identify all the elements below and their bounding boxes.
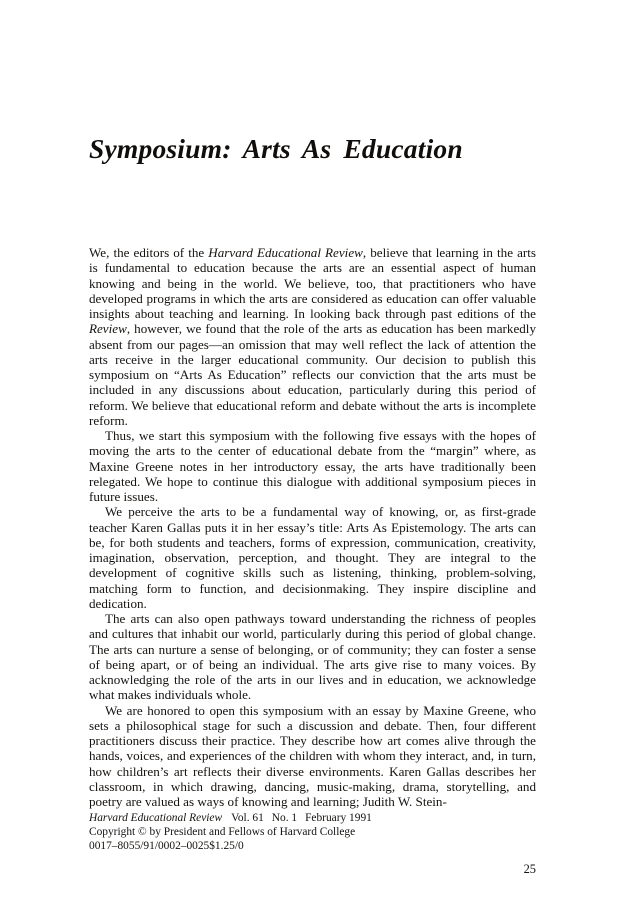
footer-issue: No. 1 <box>271 812 298 824</box>
text-run: The arts can also open pathways toward understanding the richness of peoples and cultures that inhabit our world, particularly during this period of global change. The arts can nurture a sense of belonging, or of community; they can foster a sense of being apart, or of being an individual. The arts give rise to many voices. By acknowledging the role of the arts in our lives and in education, we acknowledge what makes individuals whole. <box>89 611 536 703</box>
article-body <box>89 245 536 809</box>
footer-issn-code: 0017–8055/91/0002–0025$1.25/0 <box>89 840 244 853</box>
footer-volume: Vol. 61 <box>231 812 264 824</box>
footer-date: February 1991 <box>305 812 372 824</box>
text-run: , however, we found that the role of the arts as education has been markedly absent from our pages—an omission that may well reflect the lack of attention the arts receive in the larger educational community. Our decision to publish this symposium on “Arts As Education” reflects our conviction that the arts must be included in any discussions about education, particularly during this period of reform. We believe that educational reform and debate without the arts is incomplete reform. <box>89 321 536 428</box>
text-run: We perceive the arts to be a fundamental way of knowing, or, as first-grade teacher Karen Gallas puts it in her essay’s title: Arts As Epistemology. The arts can be, for both students and teachers, forms of expression, communication, creativity, imagination, observation, perception, and thought. They are integral to the development of cognitive skills such as listening, thinking, problem-solving, matching form to function, and decisionmaking. They inspire discipline and dedication. <box>89 504 536 611</box>
paragraph <box>89 611 536 703</box>
footer-copyright: Copyright © by President and Fellows of Harvard College <box>89 826 356 839</box>
italic-run: Review <box>89 321 127 337</box>
text-run: , believe that learning in the arts is fundamental to education because the arts are an essential aspect of human knowing and being in the world. We believe, too, that practitioners who have developed programs in which the arts are considered as education can offer valuable insights about teaching and learning. In looking back through past editions of the <box>89 245 536 321</box>
paragraph <box>89 245 536 428</box>
paragraph <box>89 504 536 611</box>
text-run: Thus, we start this symposium with the following five essays with the hopes of moving the arts to the center of educational debate from the “margin” where, as Maxine Greene notes in her introductory essay, the arts have traditionally been relegated. We hope to continue this dialogue with additional symposium pieces in future issues. <box>89 428 536 504</box>
footer-credit-block <box>89 811 509 854</box>
page-number: 25 <box>523 862 536 876</box>
footer-citation-line <box>89 811 509 825</box>
paragraph <box>89 428 536 504</box>
text-run: We are honored to open this symposium with an essay by Maxine Greene, who sets a philosophical stage for such a discussion and debate. Then, four different practitioners discuss their practice. They describe how art comes alive through the hands, voices, and experiences of the children with whom they interact, and, in turn, how children’s art reflects their diverse environments. Karen Gallas describes her classroom, in which drawing, dancing, music-making, drama, storytelling, and poetry are valued as ways of knowing and learning; Judith W. Stein- <box>89 702 536 809</box>
page-title: Symposium: Arts As Education <box>89 133 463 165</box>
text-run: We, the editors of the <box>89 245 209 260</box>
footer-journal-name: Harvard Educational Review <box>89 812 223 824</box>
italic-run: Harvard Educational Review <box>208 245 363 260</box>
paragraph <box>89 703 536 810</box>
